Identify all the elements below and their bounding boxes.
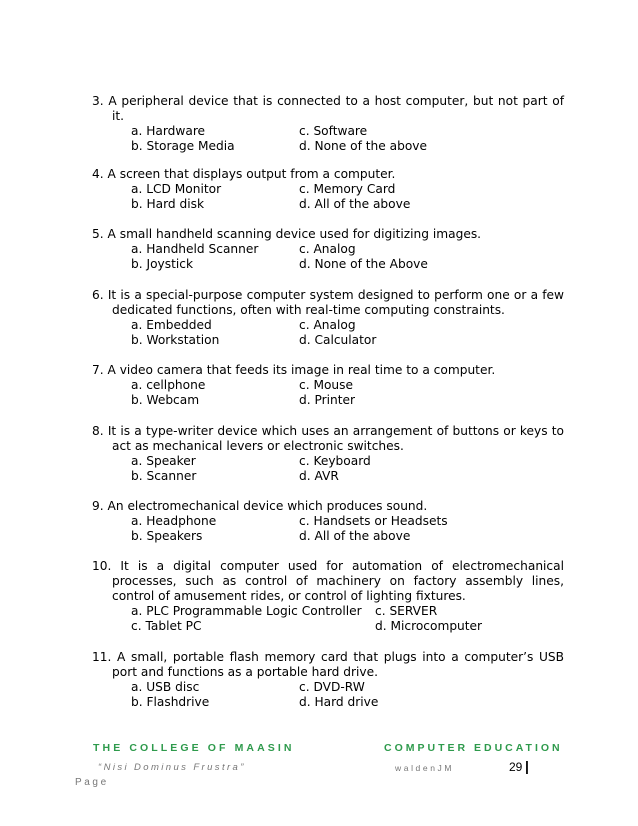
question-4 [92, 167, 564, 212]
answer-options [92, 124, 564, 154]
option-c: c. Handsets or Headsets [299, 514, 448, 528]
option-b: b. Flashdrive [131, 695, 210, 709]
question-stem: 8. It is a type-writer device which uses an arrangement of buttons or keys to act as mechanical levers or electronic switches. [92, 424, 564, 453]
answer-options [92, 514, 564, 544]
option-b: b. Workstation [131, 333, 220, 347]
option-b: b. Joystick [131, 257, 194, 271]
answer-options [92, 182, 564, 212]
option-d: d. None of the above [299, 139, 428, 153]
option-d: d. Hard drive [299, 695, 379, 709]
footer-college-name: THE COLLEGE OF MAASIN [93, 742, 295, 754]
question-stem: 10. It is a digital computer used for automation of electromechanical processes, such as control of machinery on factory assembly lines, control of amusement rides, or control of lighting fixtures. [92, 559, 564, 603]
option-b: b. Scanner [131, 469, 197, 483]
answer-options [92, 680, 564, 710]
option-b: c. Tablet PC [131, 619, 202, 633]
question-8 [92, 424, 564, 484]
option-a: a. USB disc [131, 680, 200, 694]
option-c: c. Keyboard [299, 454, 371, 468]
question-11 [92, 650, 564, 710]
page-label: Page [75, 777, 109, 788]
option-d: d. Printer [299, 393, 356, 407]
option-a: a. cellphone [131, 378, 206, 392]
option-b: b. Speakers [131, 529, 203, 543]
answer-options [92, 454, 564, 484]
option-d: d. None of the Above [299, 257, 428, 271]
option-d: d. Calculator [299, 333, 377, 347]
question-stem: 11. A small, portable flash memory card that plugs into a computer’s USB port and functions as a portable hard drive. [92, 650, 564, 679]
option-a: a. Embedded [131, 318, 212, 332]
page-separator: | [525, 758, 529, 774]
option-b: b. Webcam [131, 393, 200, 407]
question-stem: 9. An electromechanical device which produces sound. [92, 499, 428, 513]
option-c: c. Analog [299, 318, 356, 332]
question-3 [92, 94, 564, 154]
answer-options [92, 318, 564, 348]
footer-motto: “Nisi Dominus Frustra” [98, 762, 246, 773]
option-b: b. Storage Media [131, 139, 235, 153]
option-c: c. SERVER [375, 604, 438, 618]
option-c: c. Mouse [299, 378, 353, 392]
footer-author: waldenJM [395, 763, 455, 773]
question-stem: 3. A peripheral device that is connected to a host computer, but not part of it. [92, 94, 564, 123]
question-5 [92, 227, 564, 272]
option-a: a. PLC Programmable Logic Controller [131, 604, 362, 618]
footer-department: COMPUTER EDUCATION [384, 742, 563, 754]
option-c: c. DVD-RW [299, 680, 365, 694]
question-stem: 4. A screen that displays output from a computer. [92, 167, 396, 181]
question-stem: 6. It is a special-purpose computer system designed to perform one or a few dedicated functions, often with real-time computing constraints. [92, 288, 564, 317]
question-10 [92, 559, 564, 634]
option-a: a. Headphone [131, 514, 217, 528]
answer-options [92, 378, 564, 408]
option-a: a. Hardware [131, 124, 206, 138]
option-c: c. Software [299, 124, 368, 138]
option-a: a. LCD Monitor [131, 182, 222, 196]
question-stem: 7. A video camera that feeds its image in real time to a computer. [92, 363, 496, 377]
question-7 [92, 363, 564, 408]
option-d: d. All of the above [299, 197, 411, 211]
answer-options [92, 242, 564, 272]
question-6 [92, 288, 564, 348]
answer-options [92, 604, 564, 634]
option-b: b. Hard disk [131, 197, 205, 211]
page-number: 29 [509, 760, 523, 774]
option-a: a. Handheld Scanner [131, 242, 259, 256]
option-a: a. Speaker [131, 454, 196, 468]
option-d: d. AVR [299, 469, 339, 483]
option-c: c. Memory Card [299, 182, 396, 196]
question-stem: 5. A small handheld scanning device used for digitizing images. [92, 227, 482, 241]
question-9 [92, 499, 564, 544]
option-d: d. All of the above [299, 529, 411, 543]
option-c: c. Analog [299, 242, 356, 256]
option-d: d. Microcomputer [375, 619, 483, 633]
